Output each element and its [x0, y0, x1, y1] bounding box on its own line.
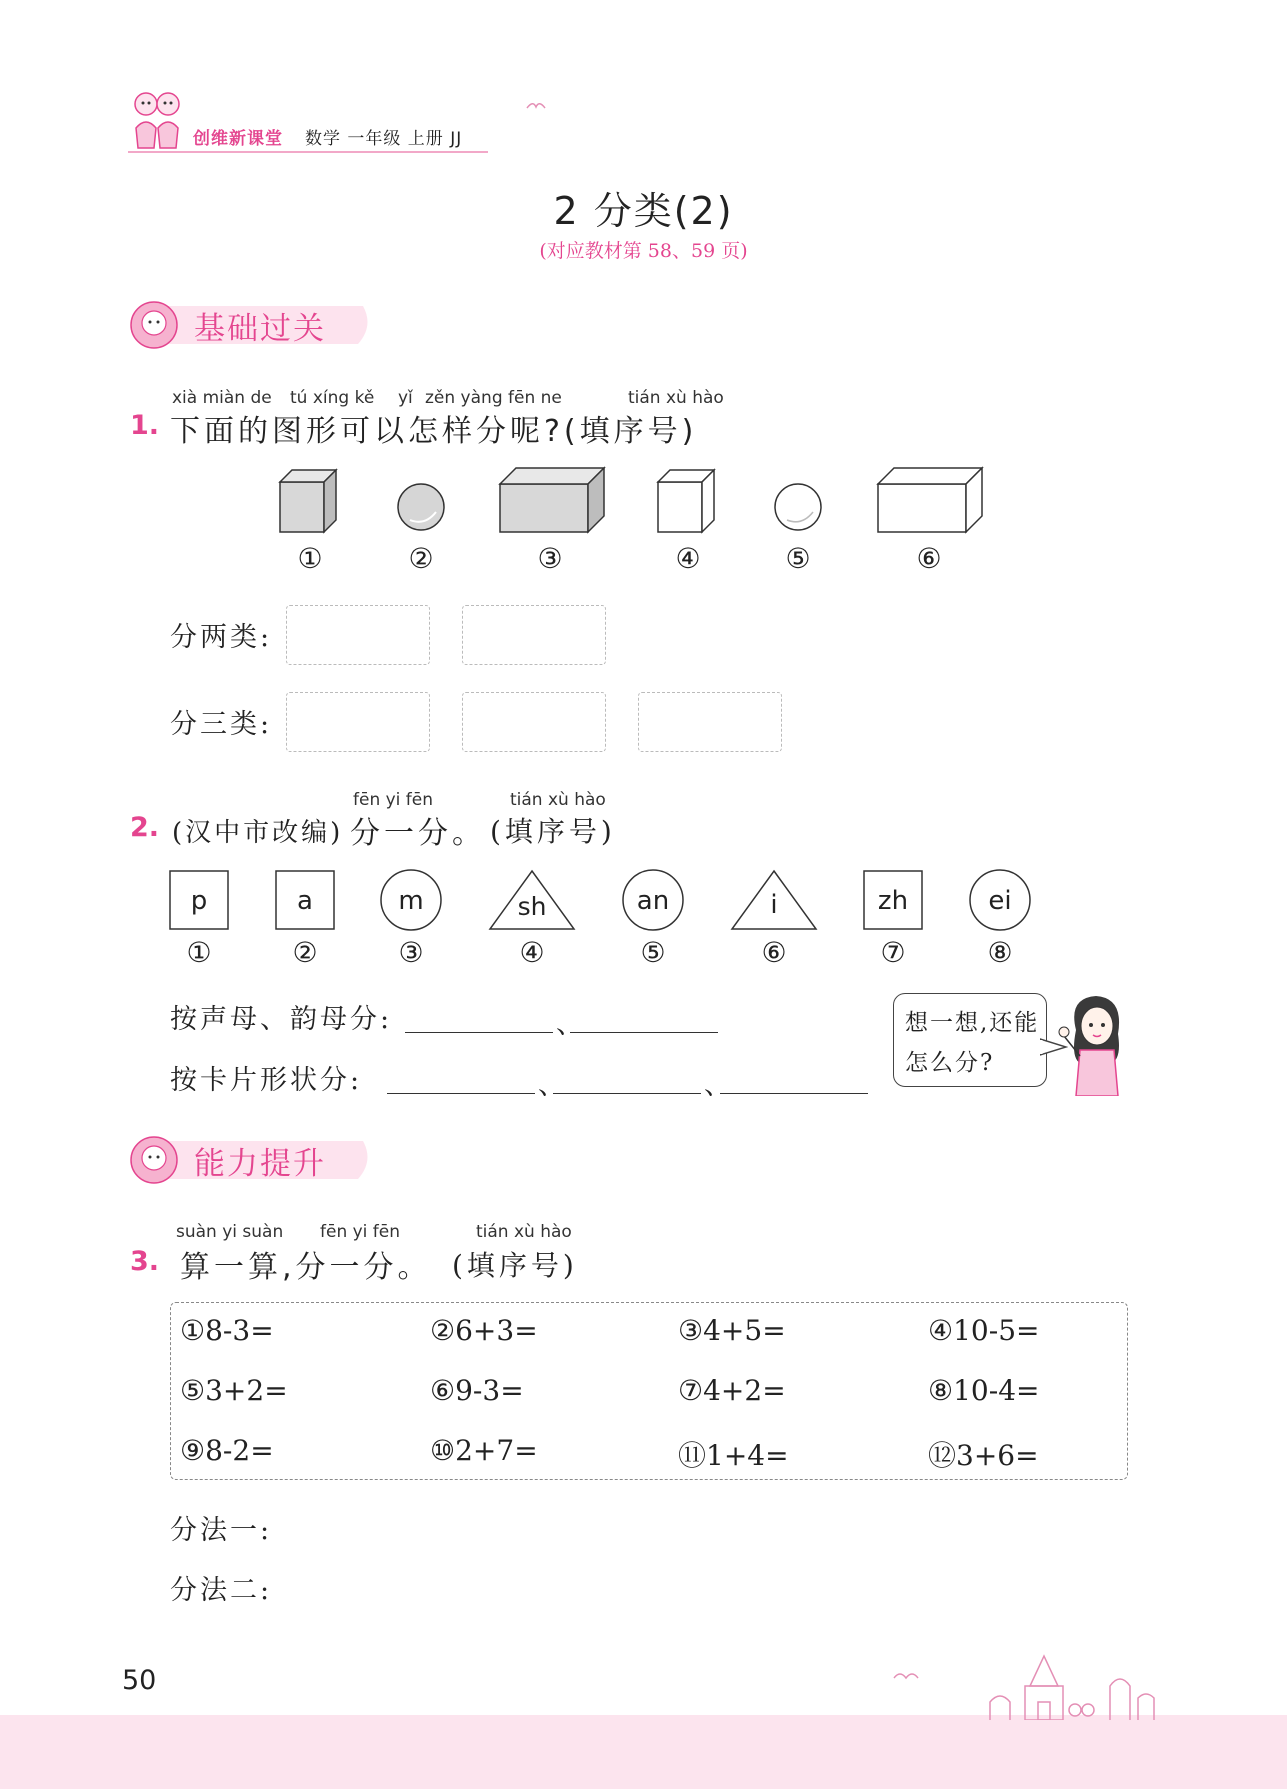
q2-number: 2. — [130, 812, 160, 843]
shape-grey-sphere — [398, 484, 444, 530]
card-label-7: ⑦ — [880, 936, 906, 969]
q2-by-shape-label: 按卡片形状分: — [170, 1065, 363, 1096]
q1-pinyin-1: xià miàn de — [172, 388, 272, 408]
card-label-2: ② — [292, 936, 318, 969]
equation-1: ①8-3= — [180, 1314, 274, 1347]
q3-question-text: 算一算,分一分。 — [180, 1250, 432, 1285]
q1-pinyin-5: tián xù hào — [628, 388, 724, 408]
girl-icon — [1058, 990, 1134, 1096]
q2-shape-blank-1[interactable] — [387, 1091, 535, 1094]
section-title-basic: 基础过关 — [194, 311, 326, 347]
card-3-text: m — [398, 886, 424, 916]
page-number: 50 — [122, 1665, 157, 1696]
equation-8: ⑧10-4= — [928, 1374, 1040, 1407]
card-4-text: sh — [517, 892, 547, 921]
q2-pinyin-1: fēn yi fēn — [353, 790, 434, 810]
q3-question-tail: (填序号) — [452, 1249, 578, 1282]
card-label-5: ⑤ — [640, 936, 666, 969]
shape-white-cuboid — [878, 468, 982, 532]
card-1-text: p — [190, 886, 208, 916]
q1-label-3: ③ — [537, 542, 563, 575]
card-8-text: ei — [988, 886, 1012, 916]
q1-answer-box-3c[interactable] — [638, 692, 782, 752]
card-6-text: i — [770, 890, 778, 920]
q2-question-text: 分一分。 — [350, 816, 486, 851]
q2-by-sound-label: 按声母、韵母分: — [170, 1004, 393, 1035]
q2-question-tail: (填序号) — [490, 815, 616, 848]
footer-band — [0, 1715, 1287, 1789]
shape-white-cube — [658, 470, 714, 532]
q1-question-text: 下面的图形可以怎样分呢?(填序号) — [170, 414, 698, 449]
q3-pinyin-1: suàn yi suàn — [176, 1222, 284, 1242]
shape-grey-cuboid — [500, 468, 604, 532]
q2-sound-sep: 、 — [556, 1009, 586, 1040]
card-label-4: ④ — [519, 936, 545, 969]
q1-label-5: ⑤ — [785, 542, 811, 575]
q1-pinyin-2: tú xíng kě — [290, 388, 375, 408]
q2-shape-sep-1: 、 — [538, 1070, 568, 1101]
q2-shape-sep-2: 、 — [704, 1070, 734, 1101]
equation-3: ③4+5= — [678, 1314, 786, 1347]
q2-sound-blank-1[interactable] — [405, 1030, 553, 1033]
q2-pinyin-2: tián xù hào — [510, 790, 606, 810]
q1-three-kinds-label: 分三类: — [170, 709, 273, 740]
q1-answer-box-3a[interactable] — [286, 692, 430, 752]
q1-pinyin-4: zěn yàng fēn ne — [425, 388, 562, 408]
equation-9: ⑨8-2= — [180, 1434, 274, 1467]
card-2-text: a — [297, 886, 313, 916]
equation-12: ⑫3+6= — [928, 1439, 1039, 1472]
q2-shape-blank-2[interactable] — [553, 1091, 701, 1094]
shape-grey-cube — [280, 470, 336, 532]
equation-11: ⑪1+4= — [678, 1439, 789, 1472]
q3-pinyin-2: fēn yi fēn — [320, 1222, 401, 1242]
q3-method-2: 分法二: — [170, 1575, 273, 1606]
equation-5: ⑤3+2= — [180, 1374, 288, 1407]
card-label-8: ⑧ — [987, 936, 1013, 969]
equation-2: ②6+3= — [430, 1314, 538, 1347]
q1-label-4: ④ — [675, 542, 701, 575]
card-7-text: zh — [877, 886, 909, 916]
page-title: 2 分类(2) — [553, 189, 734, 233]
card-label-6: ⑥ — [761, 936, 787, 969]
header-divider — [128, 151, 488, 153]
section-title-advance: 能力提升 — [194, 1146, 326, 1182]
equation-7: ⑦4+2= — [678, 1374, 786, 1407]
q2-source: (汉中市改编) — [172, 818, 344, 848]
brand-name: 创维新课堂 — [193, 129, 283, 149]
shape-white-sphere — [775, 484, 821, 530]
hint-bubble-text: 想一想,还能怎么分? — [905, 1010, 1040, 1076]
castle-decoration-icon — [890, 1650, 1170, 1720]
card-label-1: ① — [186, 936, 212, 969]
card-5-text: an — [636, 886, 670, 916]
q3-pinyin-3: tián xù hào — [476, 1222, 572, 1242]
q2-sound-blank-2[interactable] — [570, 1030, 718, 1033]
card-label-3: ③ — [398, 936, 424, 969]
q1-label-2: ② — [408, 542, 434, 575]
q1-answer-box-3b[interactable] — [462, 692, 606, 752]
equation-10: ⑩2+7= — [430, 1434, 538, 1467]
bird-icon — [525, 98, 547, 116]
kids-logo-icon — [128, 88, 186, 152]
q1-shapes — [270, 462, 990, 537]
q1-answer-box-2b[interactable] — [462, 605, 606, 665]
q1-label-1: ① — [297, 542, 323, 575]
book-info: 数学 一年级 上册 JJ — [305, 129, 463, 149]
equation-6: ⑥9-3= — [430, 1374, 524, 1407]
q1-pinyin-3: yǐ — [398, 388, 413, 408]
q1-label-6: ⑥ — [916, 542, 942, 575]
q1-two-kinds-label: 分两类: — [170, 622, 273, 653]
page-subtitle: (对应教材第 58、59 页) — [539, 240, 748, 262]
q1-number: 1. — [130, 410, 160, 441]
q3-method-1: 分法一: — [170, 1515, 273, 1546]
q1-answer-box-2a[interactable] — [286, 605, 430, 665]
equation-4: ④10-5= — [928, 1314, 1040, 1347]
q3-number: 3. — [130, 1246, 160, 1277]
q2-shape-blank-3[interactable] — [720, 1091, 868, 1094]
